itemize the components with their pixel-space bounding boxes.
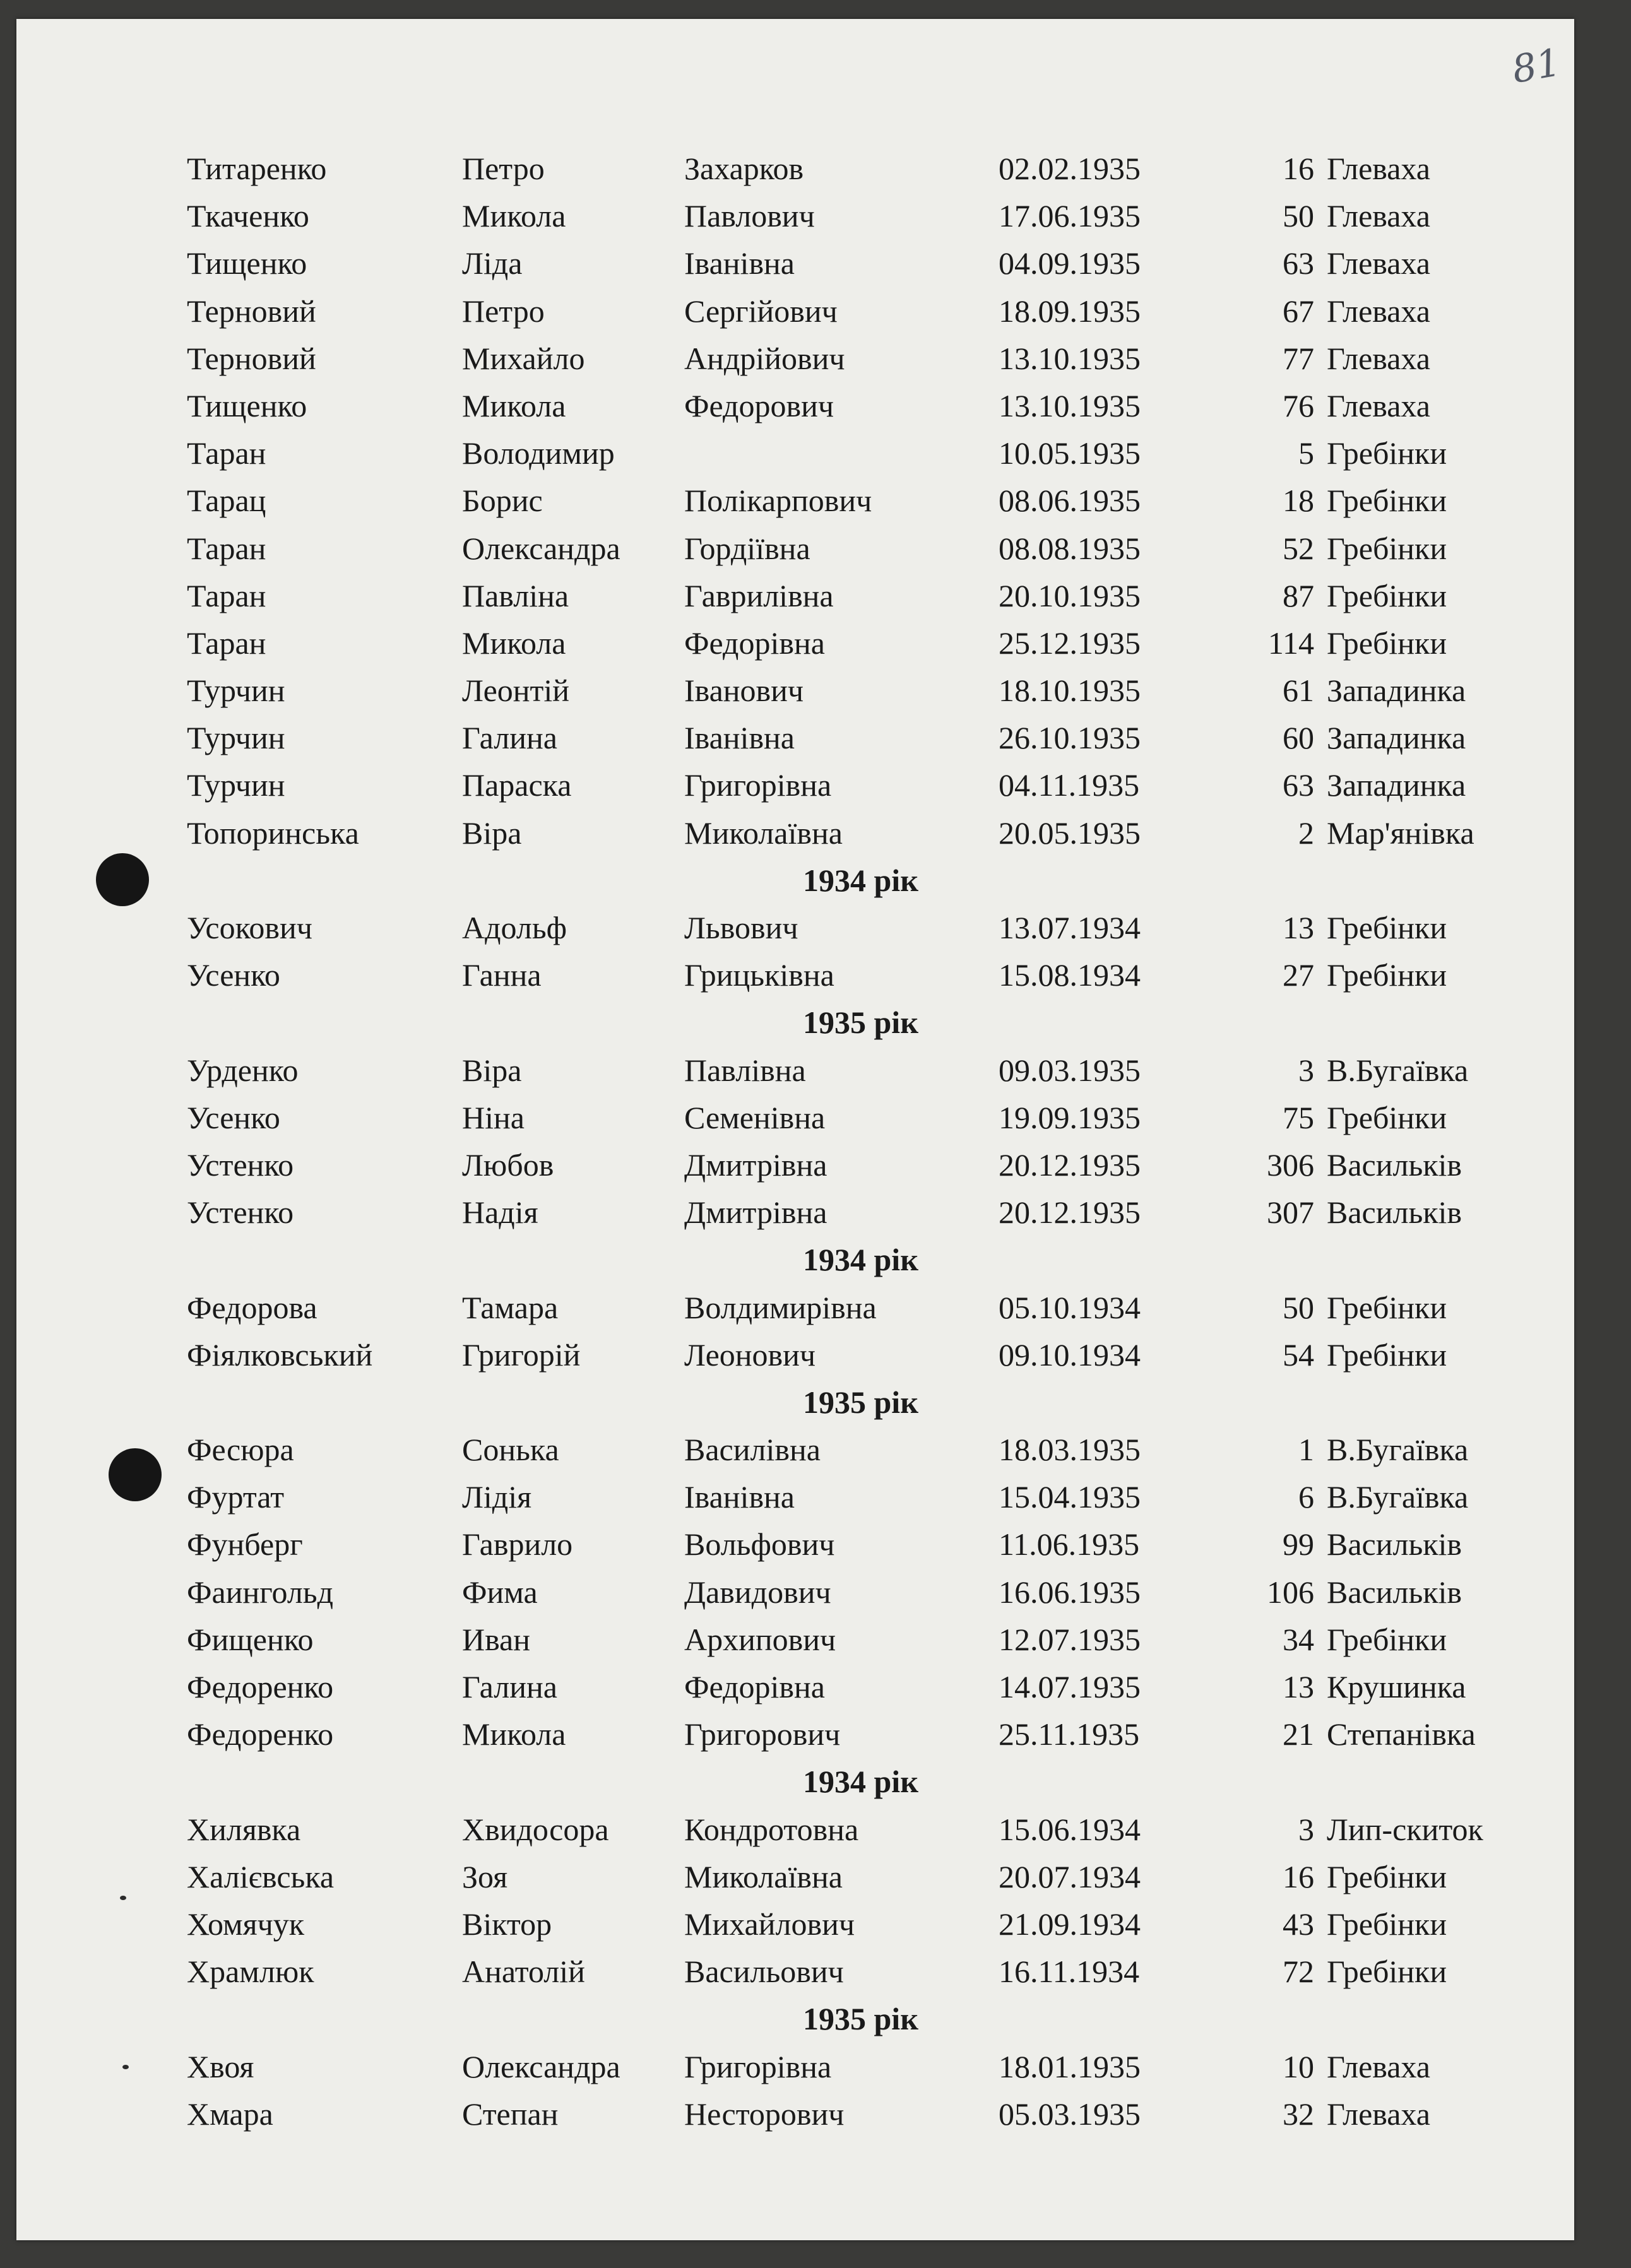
name-cell: Степан [462, 2096, 559, 2132]
year-heading [172, 857, 1529, 904]
surname-cell: Таран [187, 530, 266, 566]
name-cell: Володимир [462, 435, 615, 471]
village-cell: Глеваха [1327, 245, 1430, 281]
patronymic-cell: Львович [684, 910, 798, 945]
village-cell: Глеваха [1327, 293, 1430, 329]
patronymic-cell: Васильович [684, 1954, 844, 1990]
register-row [172, 192, 1529, 240]
register-row [172, 1332, 1529, 1379]
num-cell: 75 [1283, 1099, 1314, 1135]
register-row [172, 762, 1529, 809]
patronymic-cell: Андрійович [684, 340, 845, 376]
date-cell: 02.02.1935 [999, 151, 1141, 186]
date-cell: 10.05.1935 [999, 435, 1141, 471]
num-cell: 60 [1283, 720, 1314, 756]
num-cell: 3 [1298, 1811, 1314, 1847]
num-cell: 5 [1298, 435, 1314, 471]
village-cell: Глеваха [1327, 198, 1430, 234]
patronymic-cell: Грицьківна [684, 957, 834, 993]
patronymic-cell: Давидович [684, 1574, 831, 1610]
name-cell: Ганна [462, 957, 542, 993]
village-cell: Гребінки [1327, 1954, 1447, 1990]
name-cell: Галина [462, 1669, 557, 1704]
surname-cell: Федорова [187, 1289, 317, 1325]
surname-cell: Фищенко [187, 1621, 314, 1657]
date-cell: 17.06.1935 [999, 198, 1141, 234]
village-cell: Лип-скиток [1327, 1811, 1483, 1847]
patronymic-cell: Полікарпович [684, 483, 872, 519]
num-cell: 50 [1283, 198, 1314, 234]
register-row [172, 240, 1529, 287]
num-cell: 2 [1298, 815, 1314, 851]
village-cell: Гребінки [1327, 1906, 1447, 1942]
village-cell: Глеваха [1327, 2096, 1430, 2132]
surname-cell: Титаренко [187, 151, 327, 186]
register-row [172, 382, 1529, 430]
surname-cell: Устенко [187, 1147, 294, 1183]
speck [122, 2065, 129, 2069]
patronymic-cell: Іванівна [684, 720, 795, 756]
year-label: 1935 рік [803, 2001, 919, 2037]
num-cell: 6 [1298, 1479, 1314, 1515]
num-cell: 307 [1267, 1195, 1314, 1231]
name-cell: Микола [462, 625, 566, 661]
num-cell: 306 [1267, 1147, 1314, 1183]
surname-cell: Хомячук [187, 1906, 305, 1942]
surname-cell: Тарац [187, 483, 266, 519]
surname-cell: Халієвська [187, 1858, 335, 1894]
register-row [172, 1284, 1529, 1332]
num-cell: 27 [1283, 957, 1314, 993]
register-row [172, 1901, 1529, 1948]
patronymic-cell: Вольфович [684, 1527, 835, 1562]
date-cell: 20.07.1934 [999, 1858, 1141, 1894]
surname-cell: Таран [187, 435, 266, 471]
name-cell: Віра [462, 1052, 522, 1088]
num-cell: 18 [1283, 483, 1314, 519]
speck [120, 1896, 126, 1900]
name-cell: Віктор [462, 1906, 552, 1942]
village-cell: В.Бугаївка [1327, 1432, 1469, 1468]
register-row [172, 714, 1529, 762]
num-cell: 3 [1298, 1052, 1314, 1088]
patronymic-cell: Федорівна [684, 625, 825, 661]
num-cell: 16 [1283, 151, 1314, 186]
document-page [16, 19, 1574, 2240]
village-cell: Гребінки [1327, 1337, 1447, 1373]
patronymic-cell: Григорович [684, 1716, 841, 1752]
village-cell: В.Бугаївка [1327, 1052, 1469, 1088]
year-heading [172, 1379, 1529, 1426]
register-row [172, 477, 1529, 524]
surname-cell: Хвоя [187, 2048, 254, 2084]
patronymic-cell: Федорович [684, 387, 834, 423]
name-cell: Надія [462, 1195, 538, 1231]
register-row [172, 1426, 1529, 1474]
handwritten-page-number: 81 [1509, 40, 1564, 93]
birth-register-table [172, 145, 1529, 2138]
village-cell: Гребінки [1327, 1289, 1447, 1325]
name-cell: Григорій [462, 1337, 581, 1373]
name-cell: Адольф [462, 910, 567, 945]
surname-cell: Терновий [187, 340, 316, 376]
name-cell: Олександра [462, 530, 620, 566]
num-cell: 63 [1283, 767, 1314, 803]
name-cell: Анатолій [462, 1954, 585, 1990]
name-cell: Хвидосора [462, 1811, 609, 1847]
surname-cell: Храмлюк [187, 1954, 314, 1990]
name-cell: Борис [462, 483, 543, 519]
village-cell: Глеваха [1327, 387, 1430, 423]
patronymic-cell: Миколаївна [684, 815, 843, 851]
surname-cell: Тищенко [187, 245, 307, 281]
patronymic-cell: Григорівна [684, 767, 832, 803]
patronymic-cell: Іванівна [684, 245, 795, 281]
village-cell: Глеваха [1327, 151, 1430, 186]
village-cell: Гребінки [1327, 435, 1447, 471]
register-row [172, 525, 1529, 572]
surname-cell: Устенко [187, 1195, 294, 1231]
surname-cell: Фунберг [187, 1527, 303, 1562]
name-cell: Микола [462, 198, 566, 234]
register-row [172, 1142, 1529, 1189]
year-heading [172, 1236, 1529, 1284]
register-row [172, 2091, 1529, 2138]
date-cell: 16.11.1934 [999, 1954, 1140, 1990]
date-cell: 25.11.1935 [999, 1716, 1140, 1752]
date-cell: 13.10.1935 [999, 340, 1141, 376]
village-cell: Васильків [1327, 1147, 1462, 1183]
surname-cell: Урденко [187, 1052, 299, 1088]
register-row [172, 810, 1529, 857]
village-cell: Западинка [1327, 767, 1466, 803]
date-cell: 15.04.1935 [999, 1479, 1141, 1515]
name-cell: Тамара [462, 1289, 559, 1325]
date-cell: 18.10.1935 [999, 673, 1141, 709]
patronymic-cell: Павлівна [684, 1052, 806, 1088]
num-cell: 13 [1283, 1669, 1314, 1704]
name-cell: Петро [462, 151, 545, 186]
num-cell: 67 [1283, 293, 1314, 329]
punch-hole [96, 853, 149, 906]
date-cell: 20.12.1935 [999, 1147, 1141, 1183]
register-row [172, 2043, 1529, 2091]
name-cell: Олександра [462, 2048, 620, 2084]
village-cell: Западинка [1327, 673, 1466, 709]
patronymic-cell: Василівна [684, 1432, 821, 1468]
register-row [172, 952, 1529, 999]
num-cell: 87 [1283, 577, 1314, 613]
register-row [172, 288, 1529, 335]
patronymic-cell: Павлович [684, 198, 815, 234]
num-cell: 21 [1283, 1716, 1314, 1752]
surname-cell: Ткаченко [187, 198, 309, 234]
patronymic-cell: Гаврилівна [684, 577, 834, 613]
num-cell: 52 [1283, 530, 1314, 566]
patronymic-cell: Федорівна [684, 1669, 825, 1704]
register-row [172, 1521, 1529, 1568]
register-row [172, 1711, 1529, 1758]
year-label: 1934 рік [803, 1242, 919, 1278]
village-cell: Глеваха [1327, 340, 1430, 376]
date-cell: 16.06.1935 [999, 1574, 1141, 1610]
patronymic-cell: Дмитрівна [684, 1195, 827, 1231]
date-cell: 09.03.1935 [999, 1052, 1141, 1088]
village-cell: Степанівка [1327, 1716, 1476, 1752]
name-cell: Гаврило [462, 1527, 573, 1562]
surname-cell: Фуртат [187, 1479, 285, 1515]
year-heading [172, 1758, 1529, 1805]
name-cell: Любов [462, 1147, 554, 1183]
register-row [172, 1474, 1529, 1521]
date-cell: 21.09.1934 [999, 1906, 1141, 1942]
village-cell: Крушинка [1327, 1669, 1466, 1704]
num-cell: 114 [1267, 625, 1314, 661]
date-cell: 15.06.1934 [999, 1811, 1141, 1847]
punch-hole [109, 1448, 162, 1501]
village-cell: Мар'янівка [1327, 815, 1474, 851]
name-cell: Павліна [462, 577, 569, 613]
patronymic-cell: Михайлович [684, 1906, 855, 1942]
village-cell: Васильків [1327, 1195, 1462, 1231]
name-cell: Сонька [462, 1432, 559, 1468]
year-label: 1935 рік [803, 1384, 919, 1420]
num-cell: 50 [1283, 1289, 1314, 1325]
num-cell: 1 [1298, 1432, 1314, 1468]
village-cell: Гребінки [1327, 483, 1447, 519]
patronymic-cell: Гордіївна [684, 530, 810, 566]
date-cell: 26.10.1935 [999, 720, 1141, 756]
village-cell: Гребінки [1327, 530, 1447, 566]
name-cell: Микола [462, 387, 566, 423]
surname-cell: Федоренко [187, 1716, 334, 1752]
year-label: 1934 рік [803, 1764, 919, 1800]
surname-cell: Усокович [187, 910, 312, 945]
date-cell: 20.05.1935 [999, 815, 1141, 851]
year-label: 1934 рік [803, 862, 919, 898]
surname-cell: Топоринська [187, 815, 359, 851]
village-cell: Глеваха [1327, 2048, 1430, 2084]
date-cell: 20.12.1935 [999, 1195, 1141, 1231]
village-cell: Гребінки [1327, 957, 1447, 993]
year-heading [172, 999, 1529, 1046]
name-cell: Микола [462, 1716, 566, 1752]
village-cell: Гребінки [1327, 1621, 1447, 1657]
village-cell: Васильків [1327, 1527, 1462, 1562]
register-row [172, 1189, 1529, 1236]
date-cell: 13.07.1934 [999, 910, 1141, 945]
village-cell: Гребінки [1327, 1858, 1447, 1894]
surname-cell: Федоренко [187, 1669, 334, 1704]
patronymic-cell: Сергійович [684, 293, 838, 329]
name-cell: Петро [462, 293, 545, 329]
village-cell: Гребінки [1327, 1099, 1447, 1135]
year-heading [172, 1995, 1529, 2043]
surname-cell: Терновий [187, 293, 316, 329]
num-cell: 61 [1283, 673, 1314, 709]
register-row [172, 335, 1529, 382]
date-cell: 04.09.1935 [999, 245, 1141, 281]
num-cell: 76 [1283, 387, 1314, 423]
name-cell: Михайло [462, 340, 585, 376]
date-cell: 19.09.1935 [999, 1099, 1141, 1135]
date-cell: 14.07.1935 [999, 1669, 1141, 1704]
num-cell: 72 [1283, 1954, 1314, 1990]
num-cell: 54 [1283, 1337, 1314, 1373]
patronymic-cell: Іванович [684, 673, 804, 709]
patronymic-cell: Несторович [684, 2096, 845, 2132]
register-row [172, 1948, 1529, 1995]
patronymic-cell: Волдимирівна [684, 1289, 877, 1325]
surname-cell: Таран [187, 577, 266, 613]
surname-cell: Усенко [187, 1099, 280, 1135]
patronymic-cell: Іванівна [684, 1479, 795, 1515]
num-cell: 43 [1283, 1906, 1314, 1942]
village-cell: Гребінки [1327, 625, 1447, 661]
name-cell: Параска [462, 767, 572, 803]
register-row [172, 1663, 1529, 1711]
date-cell: 12.07.1935 [999, 1621, 1141, 1657]
register-row [172, 904, 1529, 952]
register-row [172, 1853, 1529, 1901]
date-cell: 15.08.1934 [999, 957, 1141, 993]
name-cell: Віра [462, 815, 522, 851]
name-cell: Галина [462, 720, 557, 756]
num-cell: 32 [1283, 2096, 1314, 2132]
patronymic-cell: Кондротовна [684, 1811, 859, 1847]
surname-cell: Таран [187, 625, 266, 661]
date-cell: 18.01.1935 [999, 2048, 1141, 2084]
date-cell: 09.10.1934 [999, 1337, 1141, 1373]
name-cell: Леонтій [462, 673, 570, 709]
surname-cell: Турчин [187, 767, 285, 803]
patronymic-cell: Дмитрівна [684, 1147, 827, 1183]
name-cell: Иван [462, 1621, 531, 1657]
surname-cell: Фаингольд [187, 1574, 334, 1610]
village-cell: В.Бугаївка [1327, 1479, 1469, 1515]
surname-cell: Усенко [187, 957, 280, 993]
register-row [172, 667, 1529, 714]
surname-cell: Турчин [187, 673, 285, 709]
village-cell: Гребінки [1327, 577, 1447, 613]
register-row [172, 1806, 1529, 1853]
name-cell: Ніна [462, 1099, 525, 1135]
surname-cell: Хилявка [187, 1811, 301, 1847]
name-cell: Фима [462, 1574, 538, 1610]
patronymic-cell: Архипович [684, 1621, 836, 1657]
name-cell: Ліда [462, 245, 523, 281]
register-row [172, 430, 1529, 477]
surname-cell: Хмара [187, 2096, 273, 2132]
date-cell: 05.03.1935 [999, 2096, 1141, 2132]
patronymic-cell: Леонович [684, 1337, 816, 1373]
date-cell: 05.10.1934 [999, 1289, 1141, 1325]
register-row [172, 145, 1529, 192]
village-cell: Гребінки [1327, 910, 1447, 945]
num-cell: 106 [1267, 1574, 1314, 1610]
village-cell: Васильків [1327, 1574, 1462, 1610]
date-cell: 20.10.1935 [999, 577, 1141, 613]
name-cell: Зоя [462, 1858, 508, 1894]
year-label: 1935 рік [803, 1005, 919, 1041]
date-cell: 08.08.1935 [999, 530, 1141, 566]
register-row [172, 1616, 1529, 1663]
num-cell: 63 [1283, 245, 1314, 281]
patronymic-cell: Семенівна [684, 1099, 826, 1135]
date-cell: 11.06.1935 [999, 1527, 1140, 1562]
num-cell: 99 [1283, 1527, 1314, 1562]
date-cell: 13.10.1935 [999, 387, 1141, 423]
num-cell: 16 [1283, 1858, 1314, 1894]
surname-cell: Турчин [187, 720, 285, 756]
register-row [172, 572, 1529, 620]
surname-cell: Фіялковський [187, 1337, 373, 1373]
date-cell: 08.06.1935 [999, 483, 1141, 519]
name-cell: Лідія [462, 1479, 532, 1515]
date-cell: 18.09.1935 [999, 293, 1141, 329]
surname-cell: Тищенко [187, 387, 307, 423]
patronymic-cell: Миколаївна [684, 1858, 843, 1894]
date-cell: 25.12.1935 [999, 625, 1141, 661]
register-row [172, 1094, 1529, 1142]
num-cell: 77 [1283, 340, 1314, 376]
num-cell: 10 [1283, 2048, 1314, 2084]
num-cell: 34 [1283, 1621, 1314, 1657]
surname-cell: Фесюра [187, 1432, 294, 1468]
register-row [172, 1047, 1529, 1094]
register-row [172, 620, 1529, 667]
village-cell: Западинка [1327, 720, 1466, 756]
date-cell: 18.03.1935 [999, 1432, 1141, 1468]
date-cell: 04.11.1935 [999, 767, 1140, 803]
num-cell: 13 [1283, 910, 1314, 945]
register-row [172, 1569, 1529, 1616]
patronymic-cell: Григорівна [684, 2048, 832, 2084]
patronymic-cell: Захарков [684, 151, 804, 186]
